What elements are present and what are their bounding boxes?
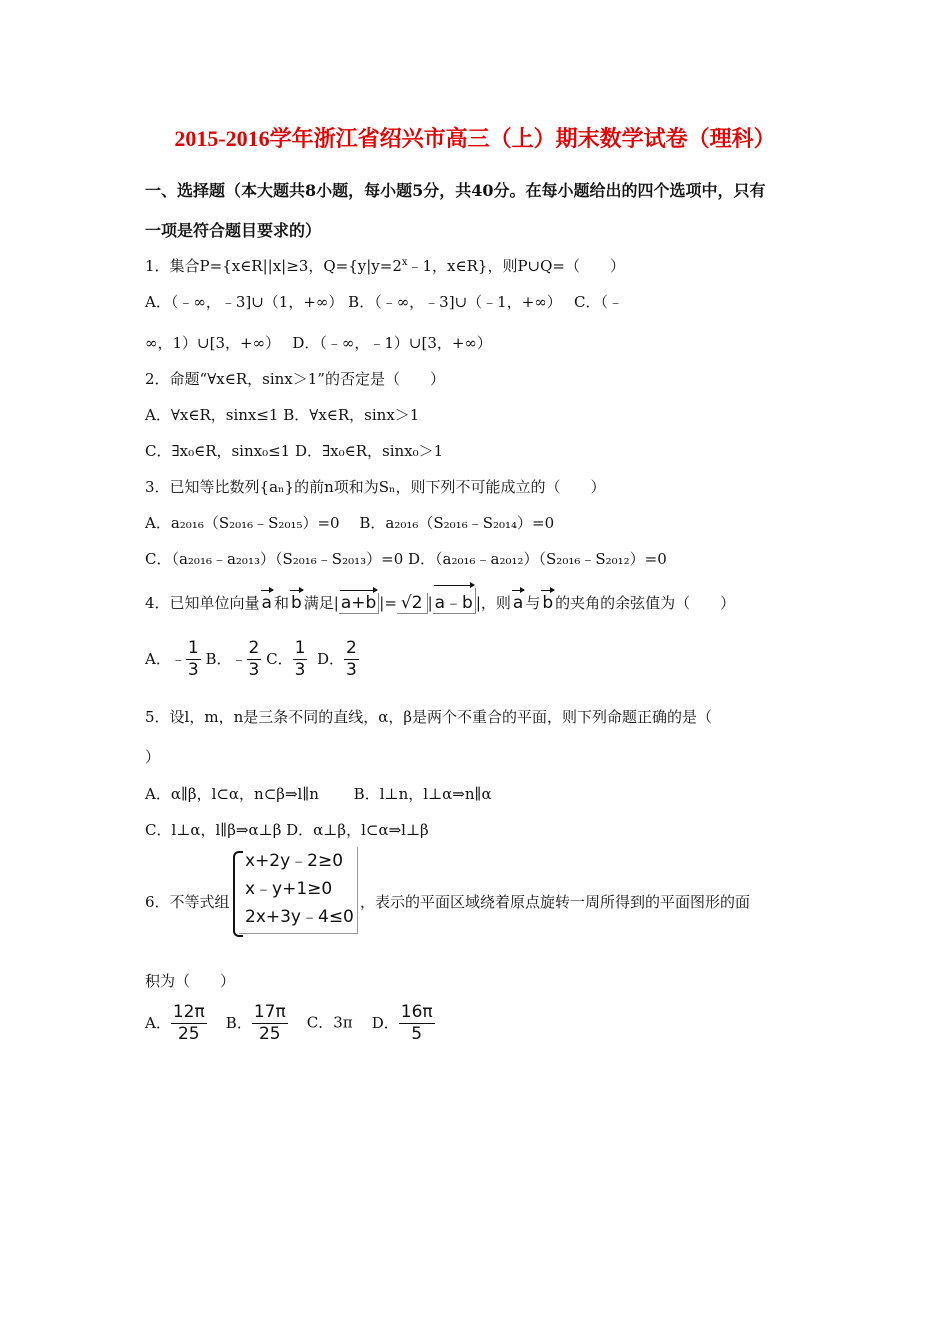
q4-options (145, 640, 359, 679)
q5-options-line2: C．l⊥α，l∥β⇒α⊥β D．α⊥β，l⊂α⇒l⊥β (145, 821, 429, 839)
q1-stem-part2: ﹣1，x∈R}，则P∪Q=（ ） (407, 257, 625, 275)
q3-stem: 3．已知等比数列{aₙ}的前n项和为Sₙ，则下列不可能成立的（ ） (145, 478, 606, 496)
option-label: D． (371, 1013, 399, 1032)
q4-stem-intro: 4．已知单位向量 (145, 594, 260, 612)
fraction (247, 640, 262, 679)
numerator: 1 (294, 638, 306, 658)
fraction (186, 640, 201, 679)
q4-with-text: 与 (525, 594, 541, 612)
fraction (293, 640, 308, 679)
denominator: 3 (248, 660, 260, 680)
numerator: 1 (187, 638, 199, 658)
numerator: 2 (248, 638, 260, 658)
left-brace (233, 851, 243, 937)
q3-options-line2: C．（a₂₀₁₆﹣a₂₀₁₃）（S₂₀₁₆﹣S₂₀₁₃）=0 D．（a₂₀₁₆﹣a₂₀₁₂）（S₂₀₁₆﹣S₂₀₁₂）=0 (145, 550, 667, 568)
q4-equals-text: |= (379, 594, 397, 612)
q5-stem-line2: ） (145, 748, 161, 766)
q4-stem-end: 的夹角的余弦值为（ ） (555, 594, 736, 612)
q4-then-text: |，则 (475, 594, 511, 612)
section-heading-line2: 一项是符合题目要求的） (145, 221, 322, 240)
numerator: 17π (253, 1002, 286, 1022)
fraction (344, 640, 359, 679)
q6-option-c (307, 1014, 353, 1032)
abs-bar: | (427, 594, 433, 612)
vector-b: b (290, 593, 302, 613)
option-value: 3π (333, 1013, 353, 1032)
denominator: 25 (177, 1024, 200, 1044)
q4-option-a (145, 638, 201, 680)
q6-stem-rest: ，表示的平面区域绕着原点旋转一周所得到的平面图形的面 (360, 893, 751, 911)
vector-difference: a﹣b (433, 588, 476, 614)
denominator: 25 (258, 1024, 281, 1044)
section-heading-line1: 一、选择题（本大题共8小题，每小题5分，共40分。在每小题给出的四个选项中，只有 (145, 181, 766, 200)
option-label: C． (266, 649, 293, 668)
q4-satisfy-text: 满足| (303, 594, 339, 612)
q4-and-text: 和 (273, 594, 289, 612)
vector-b-2: b (542, 593, 554, 613)
q4-option-b (205, 638, 261, 680)
denominator: 3 (294, 660, 306, 680)
option-label: A． (145, 1013, 171, 1032)
q5-stem-line1: 5．设l，m，n是三条不同的直线，α，β是两个不重合的平面，则下列命题正确的是（ (145, 708, 713, 726)
q2-options-line1: A．∀x∈R，sinx≤1 B．∀x∈R，sinx＞1 (145, 406, 420, 424)
denominator: 5 (411, 1024, 423, 1044)
q6-stem-intro: 6．不等式组 (145, 893, 230, 911)
inequality-2: x﹣y+1≥0 (245, 879, 333, 899)
option-label: A． (145, 649, 171, 668)
page-title: 2015-2016学年浙江省绍兴市高三（上）期末数学试卷（理科） (174, 126, 776, 151)
inequality-3: 2x+3y﹣4≤0 (245, 907, 354, 927)
fraction (399, 1004, 435, 1043)
option-sign: ﹣ (231, 649, 247, 668)
fraction (252, 1004, 288, 1043)
q4-option-c (266, 638, 307, 680)
q4-stem (145, 588, 735, 614)
vector-a-2: a (512, 593, 524, 613)
option-label: D． (316, 649, 345, 668)
q1-stem (145, 255, 625, 276)
denominator: 3 (346, 660, 357, 680)
vector-a: a (261, 593, 272, 613)
option-label: B． (225, 1013, 252, 1032)
q6-options (145, 1004, 435, 1043)
option-sign: ﹣ (170, 649, 186, 668)
option-label: C． (306, 1013, 334, 1032)
q1-options-line1: A．（﹣∞，﹣3]∪（1，+∞） B．（﹣∞，﹣3]∪（﹣1，+∞） C．（﹣ (145, 293, 624, 311)
q3-options-line1: A．a₂₀₁₆（S₂₀₁₆﹣S₂₀₁₅）=0 B．a₂₀₁₆（S₂₀₁₆﹣S₂₀₁₄）=0 (145, 514, 555, 532)
q5-options-line1: A．α∥β，l⊂α，n⊂β⇒l∥n B．l⊥n，l⊥α⇒n∥α (145, 785, 492, 803)
option-label: B． (205, 649, 232, 668)
q2-options-line2: C．∃x₀∈R，sinx₀≤1 D．∃x₀∈R，sinx₀＞1 (145, 442, 444, 460)
q4-option-d (316, 638, 359, 680)
q1-exponent: x (401, 257, 408, 268)
numerator: 12π (172, 1002, 205, 1022)
inequality-1: x+2y﹣2≥0 (245, 851, 344, 871)
q1-stem-part1: 1．集合P={x∈R||x|≥3，Q={y|y=2 (145, 257, 402, 275)
system-rows (245, 847, 354, 931)
q6-stem-line2: 积为（ ） (145, 972, 236, 990)
q1-options-line2: ∞，1）∪[3，+∞） D．（﹣∞，﹣1）∪[3，+∞） (145, 334, 492, 352)
sqrt-two: √2 (397, 593, 428, 614)
fraction (171, 1004, 207, 1043)
q2-stem: 2．命题“∀x∈R，sinx＞1”的否定是（ ） (145, 370, 445, 388)
numerator: 16π (400, 1002, 433, 1022)
denominator: 3 (187, 660, 199, 680)
numerator: 2 (346, 638, 357, 658)
vector-sum: a+b (339, 593, 379, 614)
